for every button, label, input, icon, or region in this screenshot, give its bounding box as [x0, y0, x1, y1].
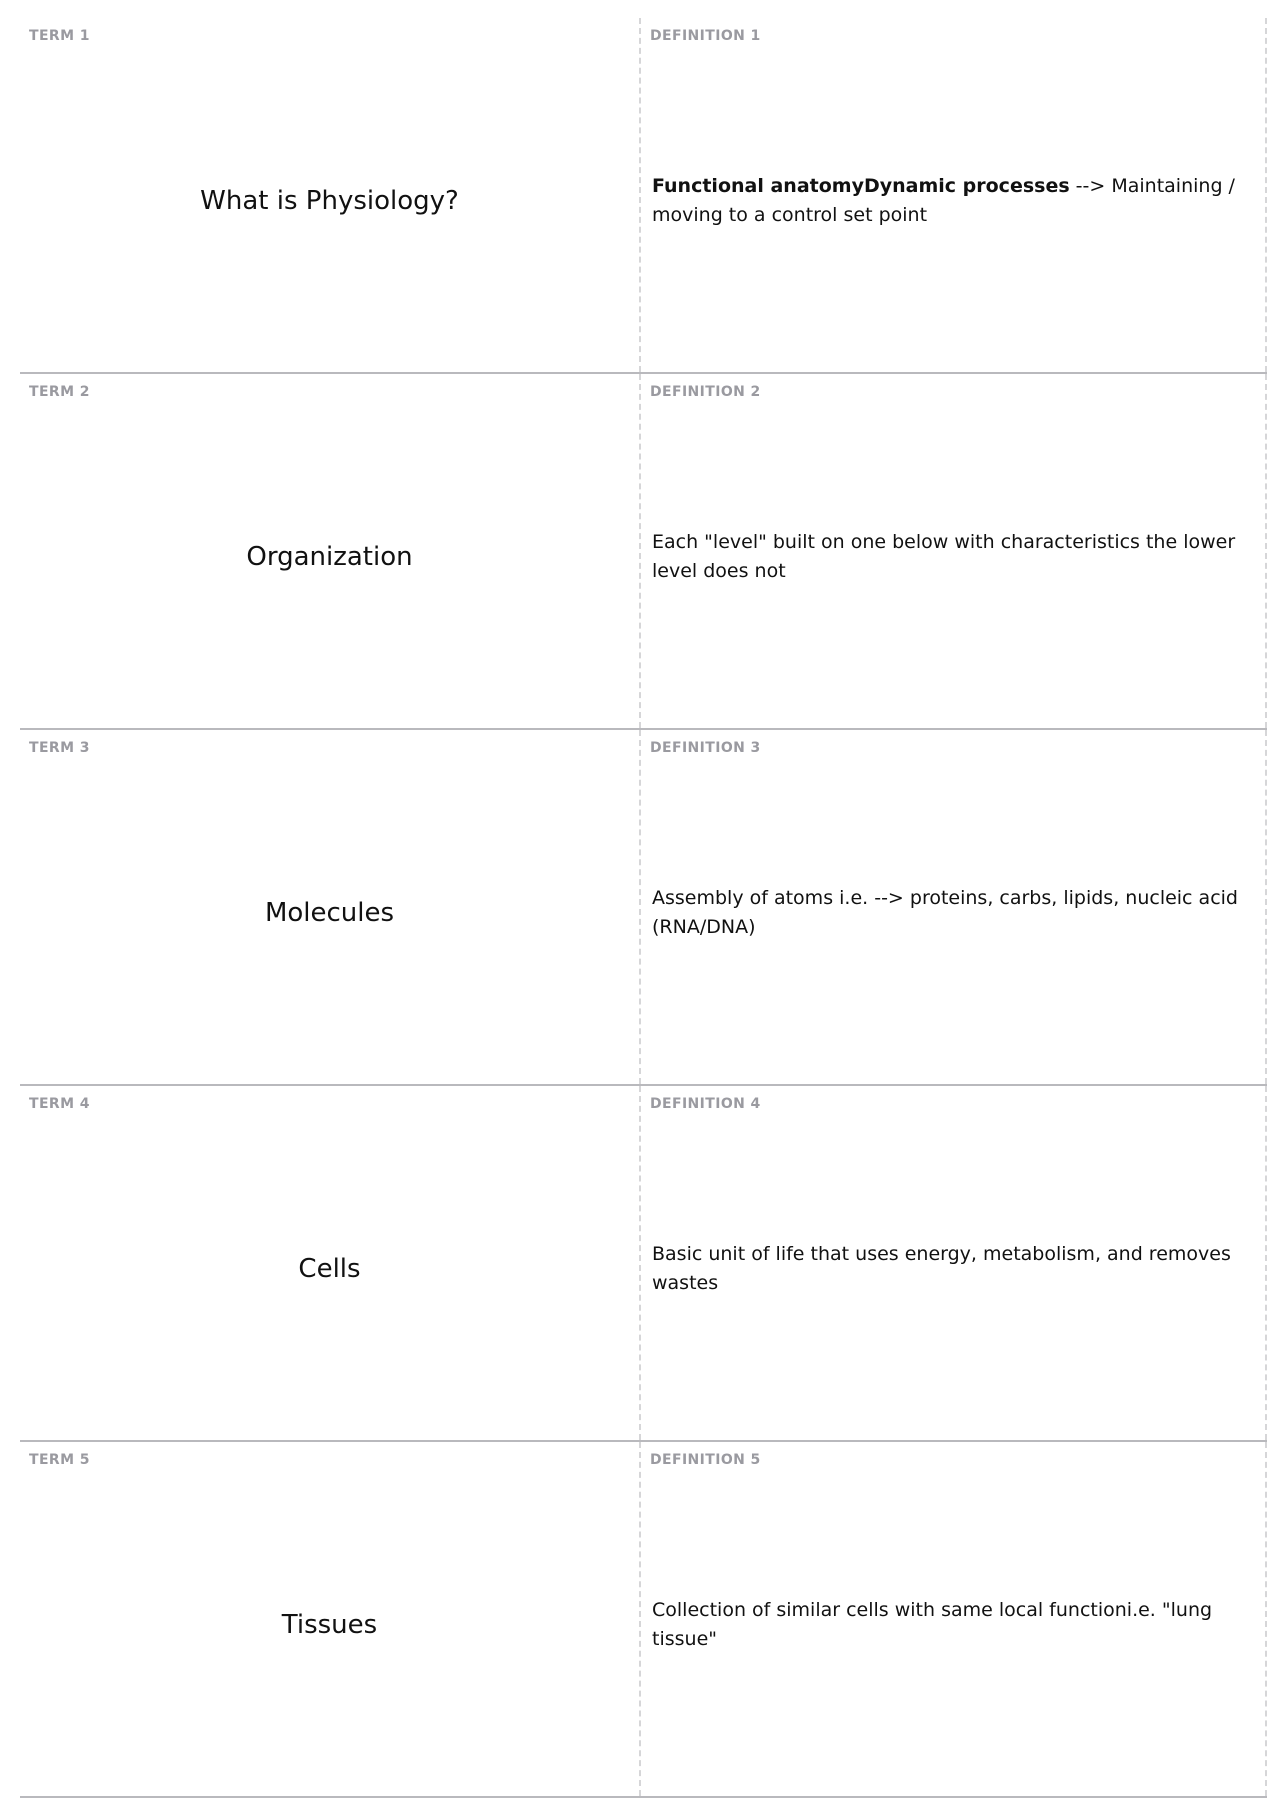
- definition-label: DEFINITION 4: [650, 1096, 761, 1112]
- term-label: TERM 2: [29, 384, 90, 400]
- term-text: Cells: [298, 1254, 361, 1284]
- flashcard-row: [20, 374, 1267, 730]
- flashcard-row: [20, 18, 1267, 374]
- definition-text: [652, 172, 1253, 230]
- flashcard-row: [20, 1086, 1267, 1442]
- term-cell: [20, 18, 641, 372]
- definition-cell: [641, 18, 1267, 372]
- term-label: TERM 3: [29, 740, 90, 756]
- term-text: What is Physiology?: [200, 186, 459, 216]
- definition-cell: [641, 730, 1267, 1084]
- flashcard-row: [20, 1442, 1267, 1798]
- term-cell: [20, 374, 641, 728]
- term-text: Organization: [246, 542, 413, 572]
- flashcard-row: [20, 730, 1267, 1086]
- term-label: TERM 1: [29, 28, 90, 44]
- definition-body-text: Each "level" built on one below with characteristics the lower level does not: [652, 531, 1236, 582]
- definition-label: DEFINITION 3: [650, 740, 761, 756]
- definition-text: [652, 1240, 1253, 1298]
- definition-label: DEFINITION 5: [650, 1452, 761, 1468]
- definition-body-text: Assembly of atoms i.e. --> proteins, carbs, lipids, nucleic acid (RNA/DNA): [652, 887, 1238, 938]
- term-label: TERM 5: [29, 1452, 90, 1468]
- definition-body-text: --> Maintaining / moving to a control set point: [652, 175, 1235, 226]
- term-cell: [20, 1442, 641, 1796]
- definition-bold-text: Functional anatomyDynamic processes: [652, 175, 1070, 197]
- definition-text: [652, 528, 1253, 586]
- definition-cell: [641, 374, 1267, 728]
- definition-label: DEFINITION 1: [650, 28, 761, 44]
- term-cell: [20, 1086, 641, 1440]
- term-label: TERM 4: [29, 1096, 90, 1112]
- flashcard-sheet: [20, 18, 1267, 1798]
- definition-text: [652, 884, 1253, 942]
- term-cell: [20, 730, 641, 1084]
- term-text: Tissues: [281, 1610, 378, 1640]
- definition-body-text: Basic unit of life that uses energy, metabolism, and removes wastes: [652, 1243, 1231, 1294]
- definition-cell: [641, 1086, 1267, 1440]
- definition-label: DEFINITION 2: [650, 384, 761, 400]
- definition-cell: [641, 1442, 1267, 1796]
- term-text: Molecules: [264, 898, 395, 928]
- definition-text: [652, 1596, 1253, 1654]
- definition-body-text: Collection of similar cells with same local functioni.e. "lung tissue": [652, 1599, 1213, 1650]
